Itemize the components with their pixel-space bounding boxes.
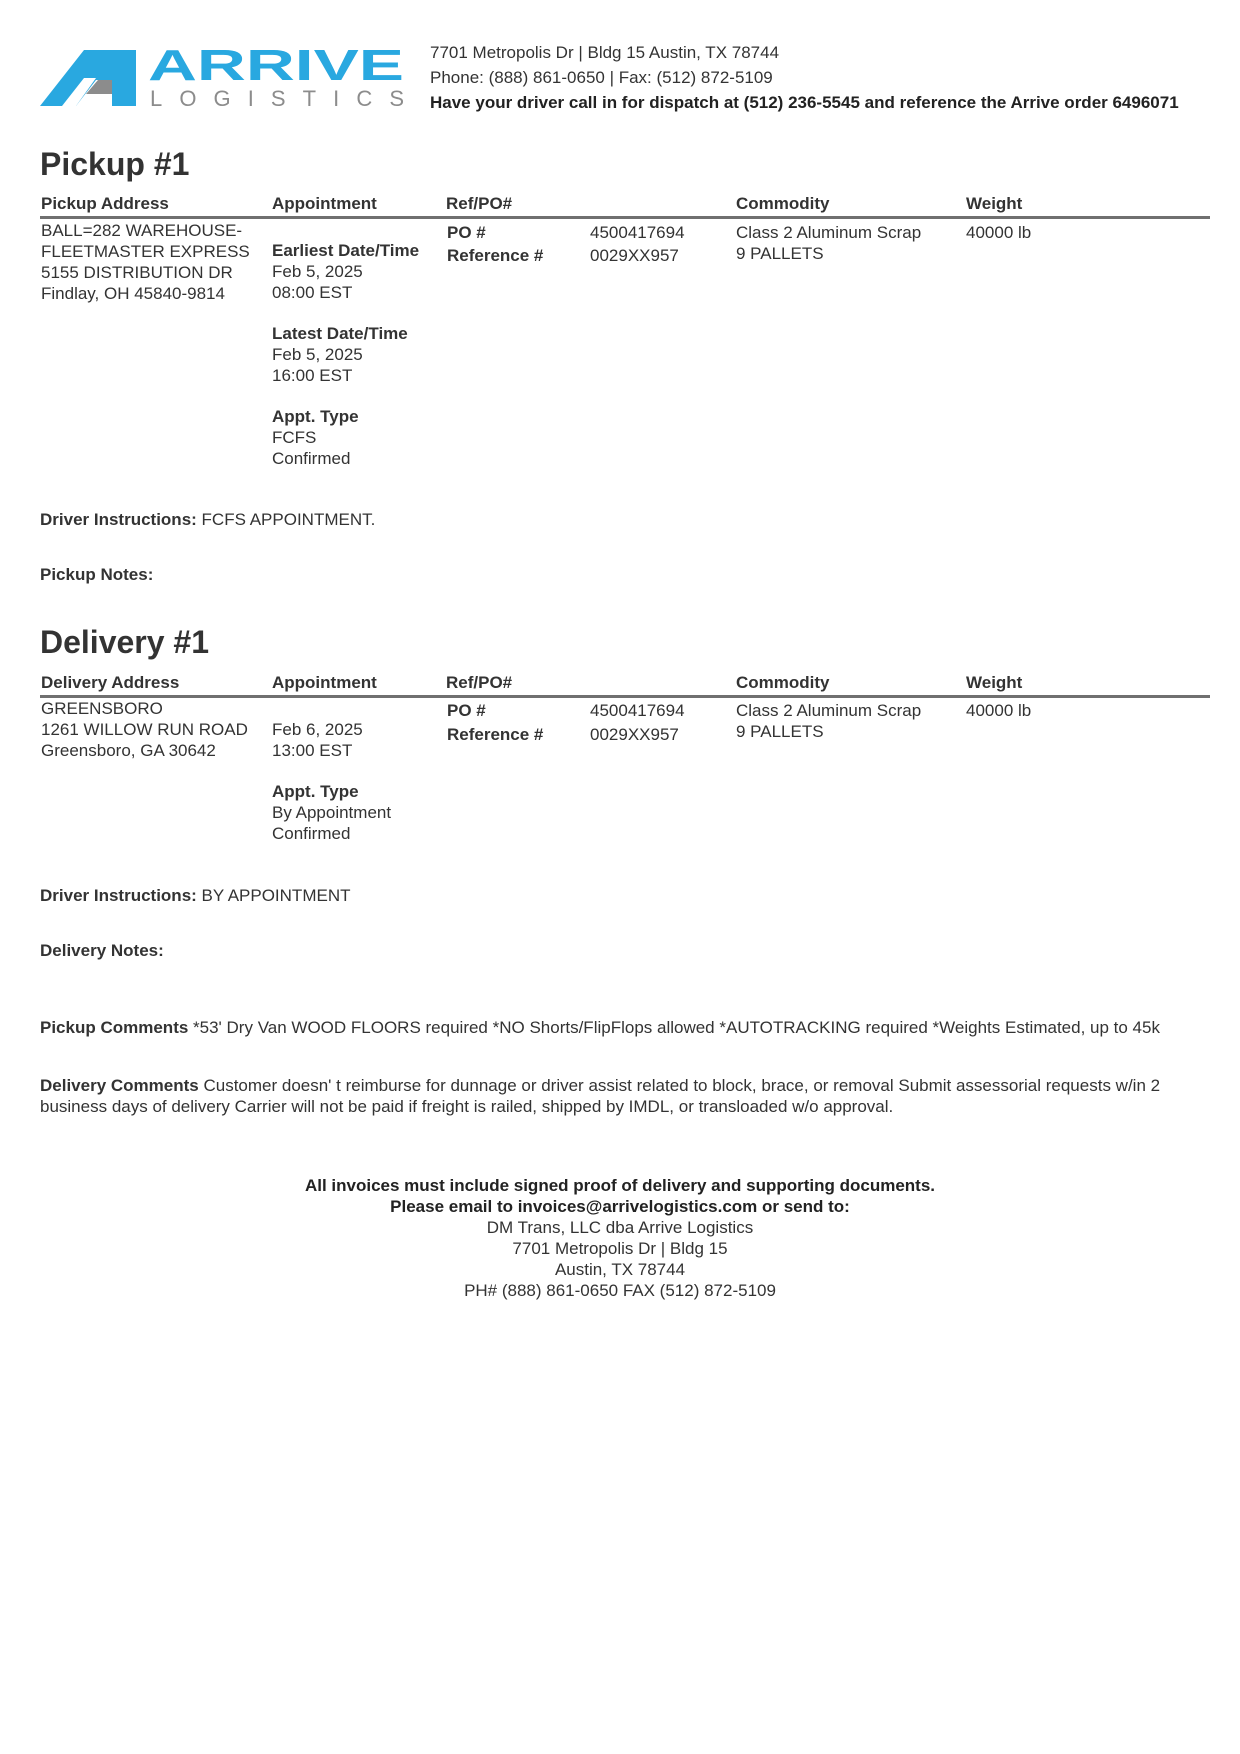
appt-type-label: Appt. Type [272,407,359,426]
appt-status: Confirmed [272,449,351,468]
arrive-logistics-logo [40,44,410,108]
pickup-po-label: PO # [447,223,486,242]
col-appointment: Appointment [272,194,377,213]
delivery-comments-label: Delivery Comments [40,1076,199,1095]
pickup-appointment [272,240,419,469]
footer-phone-fax: PH# (888) 861-0650 FAX (512) 872-5109 [464,1281,776,1300]
latest-time: 16:00 EST [272,366,353,385]
address-line: 1261 WILLOW RUN ROAD [41,720,248,739]
pickup-ref-label: Reference # [447,246,544,265]
delivery-comments [40,1075,1210,1117]
col-pickup-address: Pickup Address [41,194,169,213]
appt-status: Confirmed [272,824,351,843]
commodity-pallets: 9 PALLETS [736,244,824,263]
pickup-weight: 40000 lb [966,223,1032,242]
invoice-requirement: All invoices must include signed proof of delivery and supporting documents. [304,1176,936,1195]
pickup-notes-label: Pickup Notes: [40,565,154,584]
footer-city: Austin, TX 78744 [554,1260,686,1279]
logo-sub-text: LOGISTICS [150,86,404,108]
latest-label: Latest Date/Time [272,324,408,343]
commodity-name: Class 2 Aluminum Scrap [736,223,922,242]
logo-main-text: ARRIVE [148,44,404,90]
delivery-comments-text: Customer doesn' t reimburse for dunnage or driver assist related to block, brace, or removal Submit assessorial requests w/in 2 business days of delivery Carrier will not be paid if freight is railed, shipped by IMDL, or transloaded w/o approval. [40,1076,1161,1116]
address-line: Greensboro, GA 30642 [41,741,216,760]
delivery-po-value: 4500417694 [590,701,685,720]
footer-street: 7701 Metropolis Dr | Bldg 15 [512,1239,728,1258]
col-ref-po: Ref/PO# [446,673,513,692]
delivery-po-label: PO # [447,701,486,720]
delivery-appointment [272,719,391,844]
footer-company: DM Trans, LLC dba Arrive Logistics [486,1218,754,1237]
address-line: 5155 DISTRIBUTION DR [41,263,233,282]
delivery-date: Feb 6, 2025 [272,720,363,739]
delivery-table-header [40,671,1210,698]
latest-date: Feb 5, 2025 [272,345,363,364]
pickup-comments [40,1017,1210,1038]
pickup-comments-label: Pickup Comments [40,1018,189,1037]
col-delivery-address: Delivery Address [41,673,180,692]
pickup-title: Pickup #1 [40,146,190,182]
delivery-address [41,698,248,761]
col-weight: Weight [966,194,1023,213]
appt-type: By Appointment [272,803,392,822]
company-phone: Phone: (888) 861-0650 | Fax: (512) 872-5109 [430,68,773,87]
company-header [430,40,1179,115]
col-commodity: Commodity [736,194,830,213]
address-line: GREENSBORO [41,699,163,718]
pickup-table-header [40,192,1210,219]
delivery-title: Delivery #1 [40,624,210,660]
col-weight: Weight [966,673,1023,692]
company-address: 7701 Metropolis Dr | Bldg 15 Austin, TX 78744 [430,43,780,62]
earliest-date: Feb 5, 2025 [272,262,363,281]
delivery-weight: 40000 lb [966,701,1032,720]
appt-type-label: Appt. Type [272,782,359,801]
pickup-commodity [736,222,921,264]
pickup-address [41,220,250,304]
pickup-comments-text: *53' Dry Van WOOD FLOORS required *NO Shorts/FlipFlops allowed *AUTOTRACKING required *Weights Estimated, up to 45k [188,1018,1160,1037]
driver-instructions-text: BY APPOINTMENT [196,886,351,905]
invoice-email: Please email to invoices@arrivelogistics.com or send to: [390,1197,850,1216]
earliest-label: Earliest Date/Time [272,241,420,260]
col-ref-po: Ref/PO# [446,194,513,213]
driver-instructions-label: Driver Instructions: [40,510,197,529]
delivery-driver-instructions [40,886,350,906]
dispatch-instructions: Have your driver call in for dispatch at (512) 236-5545 and reference the Arrive order 6496071 [430,93,1179,112]
col-commodity: Commodity [736,673,830,692]
pickup-po-value: 4500417694 [590,223,685,242]
driver-instructions-label: Driver Instructions: [40,886,197,905]
appt-type: FCFS [272,428,317,447]
address-line: FLEETMASTER EXPRESS [41,242,250,261]
delivery-commodity [736,700,921,742]
delivery-time: 13:00 EST [272,741,353,760]
earliest-time: 08:00 EST [272,283,353,302]
commodity-pallets: 9 PALLETS [736,722,824,741]
commodity-name: Class 2 Aluminum Scrap [736,701,922,720]
delivery-ref-value: 0029XX957 [590,725,679,744]
driver-instructions-text: FCFS APPOINTMENT. [196,510,376,529]
pickup-ref-value: 0029XX957 [590,246,679,265]
delivery-notes-label: Delivery Notes: [40,941,164,960]
address-line: Findlay, OH 45840-9814 [41,284,225,303]
invoice-footer [0,1175,1240,1301]
col-appointment: Appointment [272,673,377,692]
delivery-ref-label: Reference # [447,725,544,744]
pickup-driver-instructions [40,510,375,530]
address-line: BALL=282 WAREHOUSE- [41,221,243,240]
